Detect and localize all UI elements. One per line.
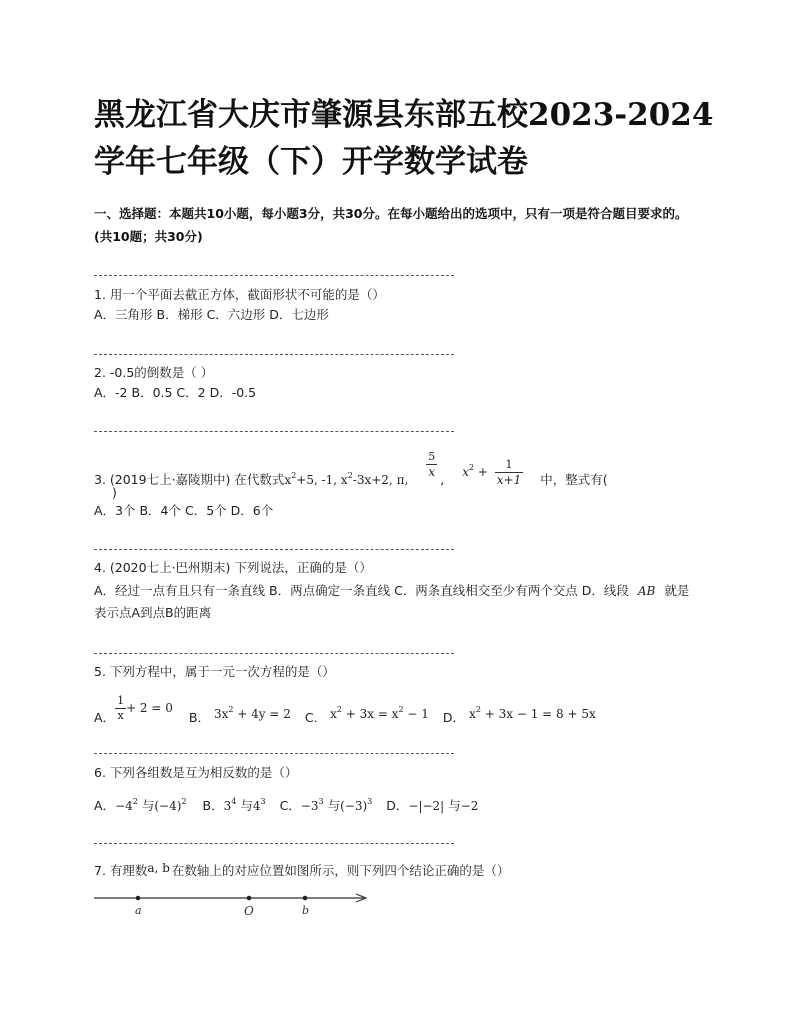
page-title: 黑龙江省大庆市肇源县东部五校2023-2024学年七年级（下）开学数学试卷 [94, 97, 714, 180]
question-3-close-paren: ) [112, 485, 117, 500]
option-c-expr: $-3^3$ [300, 797, 324, 813]
question-3-options: A．3个 B．4个 C．5个 D．6个 [94, 503, 274, 518]
question-7-stem: 7. 有理数a, b 在数轴上的对应位置如图所示，则下列四个结论正确的是（） [94, 861, 510, 878]
question-6-options: A．$-4^2$ 与$(-4)^2$ B．$3^4$ 与$4^3$ C．$-3^3$ 与$(-3)^3$ D．−|−2| 与−2 [94, 792, 699, 820]
question-3-stem: 3. (2019七上·嘉陵期中) 在代数式$x^2+5$, -1, $x^2-3x+2$, π, $\frac{5}{x}$ , $x^2$ + $\frac{1}{x+1}$ 中，整式有( [94, 442, 699, 510]
option-a-expr: $-4^2$ [115, 797, 138, 813]
question-5-stem: 5. 下列方程中，属于一元一次方程的是（） [94, 664, 335, 679]
option-d-expr: −|−2| [408, 799, 445, 813]
option-b-label: B． [188, 710, 210, 725]
expr-x2-plus-frac: $x^2$ + $\frac{1}{x+1}$ [462, 458, 522, 487]
question-divider [94, 549, 454, 550]
option-b-expr: $3x^2 + 4y = 2$ [213, 705, 291, 721]
question-6-stem: 6. 下列各组数是互为相反数的是（） [94, 765, 298, 780]
option-c-expr: $x^2 + 3x = x^2 - 1$ [330, 705, 429, 721]
question-divider [94, 431, 454, 432]
expr-x2-plus-5: $x^2+5$, -1, $x^2-3x+2$, π, [284, 471, 409, 487]
question-divider [94, 753, 454, 754]
section-heading: 一、选择题：本题共10小题，每小题3分，共30分。在每小题给出的选项中，只有一项是符合题目要求的。(共10题；共30分) [94, 206, 688, 244]
label-a: a [135, 904, 142, 917]
question-4-options: A．经过一点有且只有一条直线 B．两点确定一条直线 C．两条直线相交至少有两个交点 D．线段 AB 就是表示点A到点B的距离 [94, 583, 690, 620]
option-b-label: B． [202, 798, 224, 813]
number-line [94, 886, 384, 920]
vars-a-b: a, b [147, 861, 170, 875]
option-d-label: D． [442, 710, 466, 725]
option-d-label: D． [386, 798, 409, 813]
question-divider [94, 275, 454, 276]
label-o: O [244, 904, 254, 918]
option-a-expr: $\frac{1}{x}$ + 2 = 0 [117, 694, 173, 722]
option-d-expr: $x^2 + 3x - 1 = 8 + 5x$ [469, 705, 596, 721]
option-c-label: C． [304, 710, 327, 725]
fraction-5-over-x: $\frac{5}{x}$ [428, 450, 436, 479]
question-2-stem: 2. -0.5的倒数是（ ） [94, 365, 214, 380]
option-a-label: A． [94, 710, 116, 725]
option-b-expr: $3^4$ [223, 797, 237, 813]
question-divider [94, 354, 454, 355]
question-3-suffix: 中，整式有( [540, 472, 608, 487]
question-3-prefix: 3. (2019七上·嘉陵期中) 在代数式 [94, 472, 285, 487]
question-1-stem: 1. 用一个平面去截正方体，截面形状不可能的是（） [94, 287, 385, 302]
point-b [303, 896, 308, 901]
segment-ab: AB [637, 584, 656, 598]
question-divider [94, 843, 454, 844]
point-o [247, 896, 252, 901]
question-divider [94, 653, 454, 654]
question-4-stem: 4. (2020七上·巴州期末) 下列说法，正确的是（） [94, 560, 372, 575]
label-b: b [302, 904, 310, 917]
option-c-label: C． [279, 798, 301, 813]
option-a-label: A． [94, 798, 116, 813]
question-2-options: A．-2 B．0.5 C．2 D．-0.5 [94, 385, 257, 400]
point-a [136, 896, 141, 901]
question-5-options [94, 688, 699, 738]
question-1-options: A．三角形 B．梯形 C．六边形 D．七边形 [94, 307, 329, 322]
